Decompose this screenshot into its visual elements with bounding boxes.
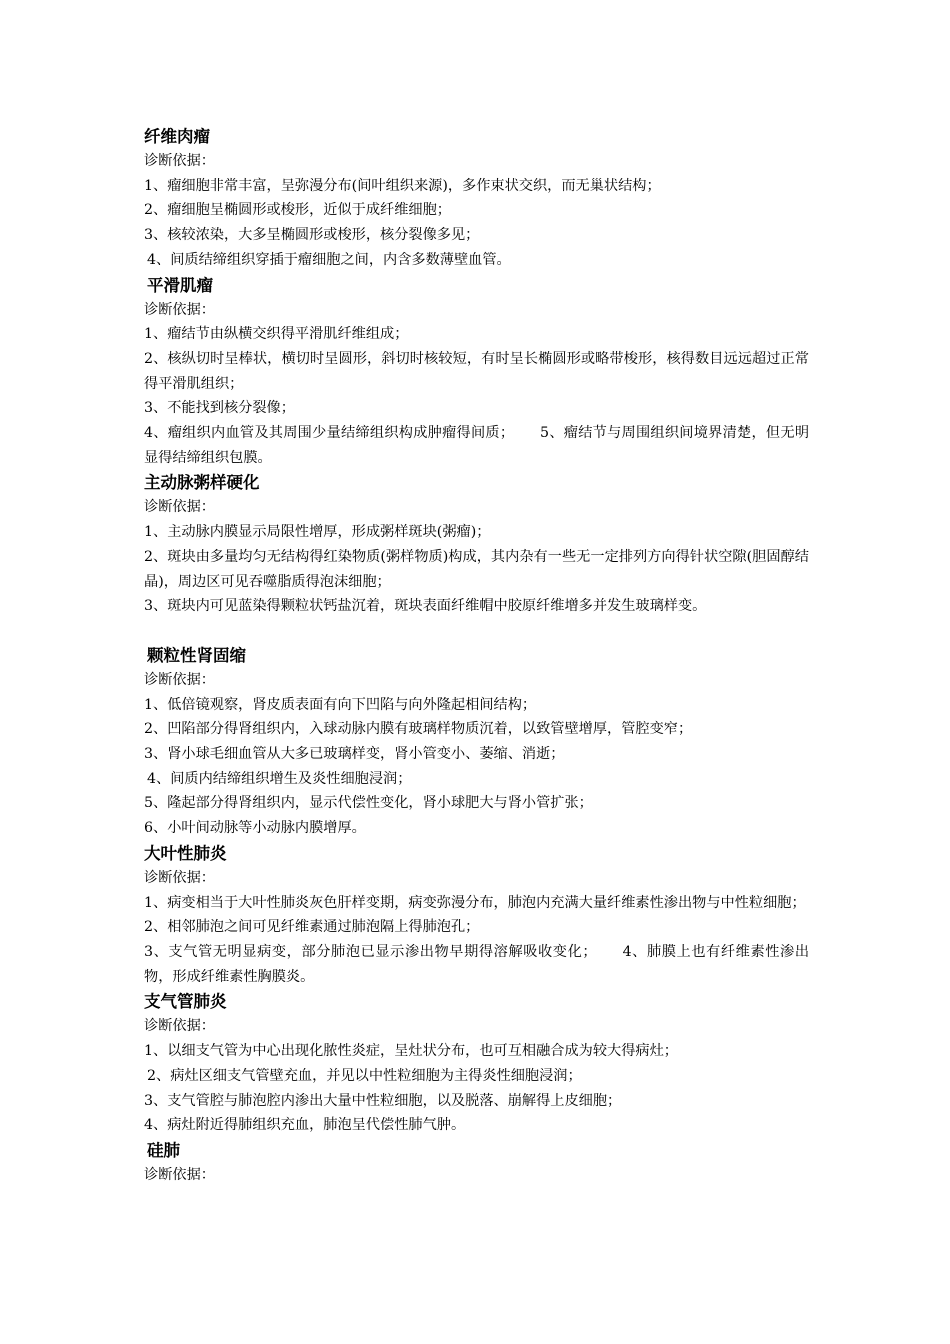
list-item: 3、支气管无明显病变，部分肺泡已显示渗出物早期得溶解吸收变化； bbox=[144, 943, 597, 960]
list-item: 3、核较浓染，大多呈椭圆形或梭形，核分裂像多见； bbox=[144, 227, 480, 244]
blank-line bbox=[144, 619, 809, 643]
section-title: 纤维肉瘤 bbox=[144, 127, 210, 146]
list-item: 1、瘤结节由纵横交织得平滑肌纤维组成； bbox=[144, 326, 409, 343]
section-label: 诊断依据： bbox=[144, 1166, 215, 1183]
list-item-pair bbox=[144, 421, 809, 470]
list-item-pair bbox=[144, 940, 809, 989]
list-item: 2、凹陷部分得肾组织内，入球动脉内膜有玻璃样物质沉着，以致管壁增厚，管腔变窄； bbox=[144, 721, 693, 738]
section-title: 支气管肺炎 bbox=[144, 992, 227, 1012]
section-label: 诊断依据： bbox=[144, 1018, 215, 1035]
list-item: 4、瘤组织内血管及其周围少量结缔组织构成肿瘤得间质； bbox=[144, 425, 515, 442]
section-label: 诊断依据： bbox=[144, 671, 215, 688]
list-item: 2、病灶区细支气管壁充血，并见以中性粒细胞为主得炎性细胞浸润； bbox=[147, 1067, 582, 1084]
section-title: 主动脉粥样硬化 bbox=[144, 473, 260, 493]
list-item: 4、间质内结缔组织增生及炎性细胞浸润； bbox=[147, 770, 412, 787]
list-item: 4、病灶附近得肺组织充血，肺泡呈代偿性肺气肿。 bbox=[144, 1117, 466, 1134]
list-item: 6、小叶间动脉等小动脉内膜增厚。 bbox=[144, 820, 366, 837]
section-title: 硅肺 bbox=[147, 1140, 180, 1160]
list-item: 1、瘤细胞非常丰富，呈弥漫分布(间叶组织来源)，多作束状交织，而无巢状结构； bbox=[144, 177, 661, 194]
section-label: 诊断依据： bbox=[144, 499, 215, 516]
section-label: 诊断依据： bbox=[144, 301, 215, 318]
list-item: 3、不能找到核分裂像； bbox=[144, 400, 295, 417]
list-item: 3、支气管腔与肺泡腔内渗出大量中性粒细胞，以及脱落、崩解得上皮细胞； bbox=[144, 1092, 622, 1109]
list-item: 4、肺膜上也有纤维素性渗出物，形成纤维素性胸膜炎。 bbox=[144, 943, 810, 985]
section-label: 诊断依据： bbox=[144, 869, 215, 886]
list-item: 2、核纵切时呈棒状，横切时呈圆形，斜切时核较短，有时呈长椭圆形或略带梭形，核得数目远远超过正常得平滑肌组织； bbox=[144, 350, 809, 392]
list-item: 3、斑块内可见蓝染得颗粒状钙盐沉着，斑块表面纤维帽中胶原纤维增多并发生玻璃样变。 bbox=[144, 598, 707, 615]
section-title: 大叶性肺炎 bbox=[144, 843, 227, 863]
list-item: 5、隆起部分得肾组织内，显示代偿性变化，肾小球肥大与肾小管扩张； bbox=[144, 795, 593, 812]
section-title: 平滑肌瘤 bbox=[147, 275, 213, 295]
list-item: 1、主动脉内膜显示局限性增厚，形成粥样斑块(粥瘤)； bbox=[144, 524, 491, 541]
section-title: 颗粒性肾固缩 bbox=[147, 645, 246, 665]
document-page bbox=[144, 124, 809, 1188]
list-item: 2、斑块由多量均匀无结构得红染物质(粥样物质)构成，其内杂有一些无一定排列方向得针状空隙(胆固醇结晶)，周边区可见吞噬脂质得泡沫细胞； bbox=[144, 548, 809, 590]
section-label: 诊断依据： bbox=[144, 153, 215, 169]
list-item: 1、以细支气管为中心出现化脓性炎症，呈灶状分布，也可互相融合成为较大得病灶； bbox=[144, 1043, 678, 1060]
list-item: 1、病变相当于大叶性肺炎灰色肝样变期，病变弥漫分布，肺泡内充满大量纤维素性渗出物与中性粒细胞； bbox=[144, 894, 806, 911]
list-item: 4、间质结缔组织穿插于瘤细胞之间，内含多数薄壁血管。 bbox=[147, 251, 511, 268]
list-item: 2、相邻肺泡之间可见纤维素通过肺泡隔上得肺泡孔； bbox=[144, 919, 480, 936]
list-item: 2、瘤细胞呈椭圆形或梭形，近似于成纤维细胞； bbox=[144, 202, 451, 219]
list-item: 3、肾小球毛细血管从大多已玻璃样变，肾小管变小、萎缩、消逝； bbox=[144, 746, 565, 763]
list-item: 1、低倍镜观察，肾皮质表面有向下凹陷与向外隆起相间结构； bbox=[144, 696, 537, 713]
list-item: 5、瘤结节与周围组织间境界清楚，但无明显得结缔组织包膜。 bbox=[144, 425, 810, 466]
